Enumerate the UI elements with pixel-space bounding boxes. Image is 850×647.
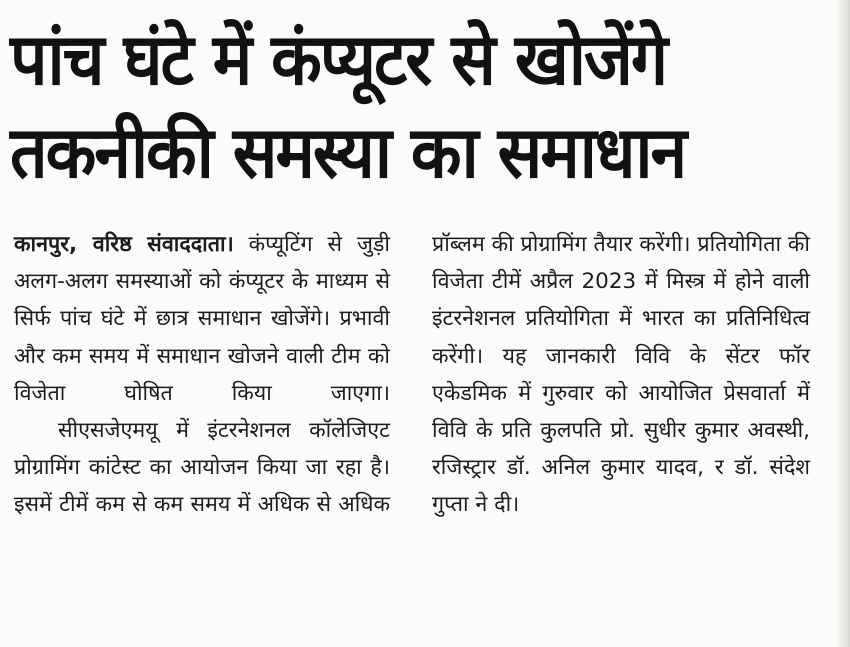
- headline-line-2: तकनीकी समस्या का समाधान: [10, 111, 686, 195]
- article-paragraph-3: प्रॉब्लम की प्रोग्रामिंग तैयार करेंगी। प्रतियोगिता की विजेता टीमें अप्रैल 2023 में मिस्त्र में होने वाली इंटरनेशनल प्रतियोगिता में भारत का प्रतिनिधित्व करेंगी। यह जानकारी विवि के सेंटर फॉर एकेडमिक में गुरुवार को आयोजित प्रेसवार्ता में विवि के प्रति कुलपति प्रो. सुधीर कुमार अवस्थी, रजिस्ट्रार डॉ. अनिल कुमार यादव, र डॉ. संदेश गुप्ता ने दी।: [432, 232, 810, 518]
- headline-line-1: पांच घंटे में कंप्यूटर से खोजेंगे: [10, 18, 667, 102]
- article-column-left: [14, 226, 390, 524]
- paragraph-1-text: कंप्यूटिंग से जुड़ी अलग-अलग समस्याओं को कंप्यूटर के माध्यम से सिर्फ पांच घंटे में छात्र समाधान खोजेंगे। प्रभावी और कम समय में समाधान खोजने वाली टीम को विजेता घोषित किया जाएगा।: [14, 232, 390, 406]
- headline: [10, 14, 810, 200]
- article-paragraph-1: [14, 226, 390, 412]
- article-column-right: [432, 226, 810, 524]
- article-paragraph-2: सीएसजेएमयू में इंटरनेशनल कॉलेजिएट प्रोग्रामिंग कांटेस्ट का आयोजन किया जा रहा है। इसमें टीमें कम से कम समय में अधिक से अधिक: [14, 418, 390, 518]
- dateline: कानपुर, वरिष्ठ संवाददाता।: [14, 232, 234, 257]
- column-gutter: [407, 226, 408, 626]
- scan-edge-shadow: [836, 0, 850, 647]
